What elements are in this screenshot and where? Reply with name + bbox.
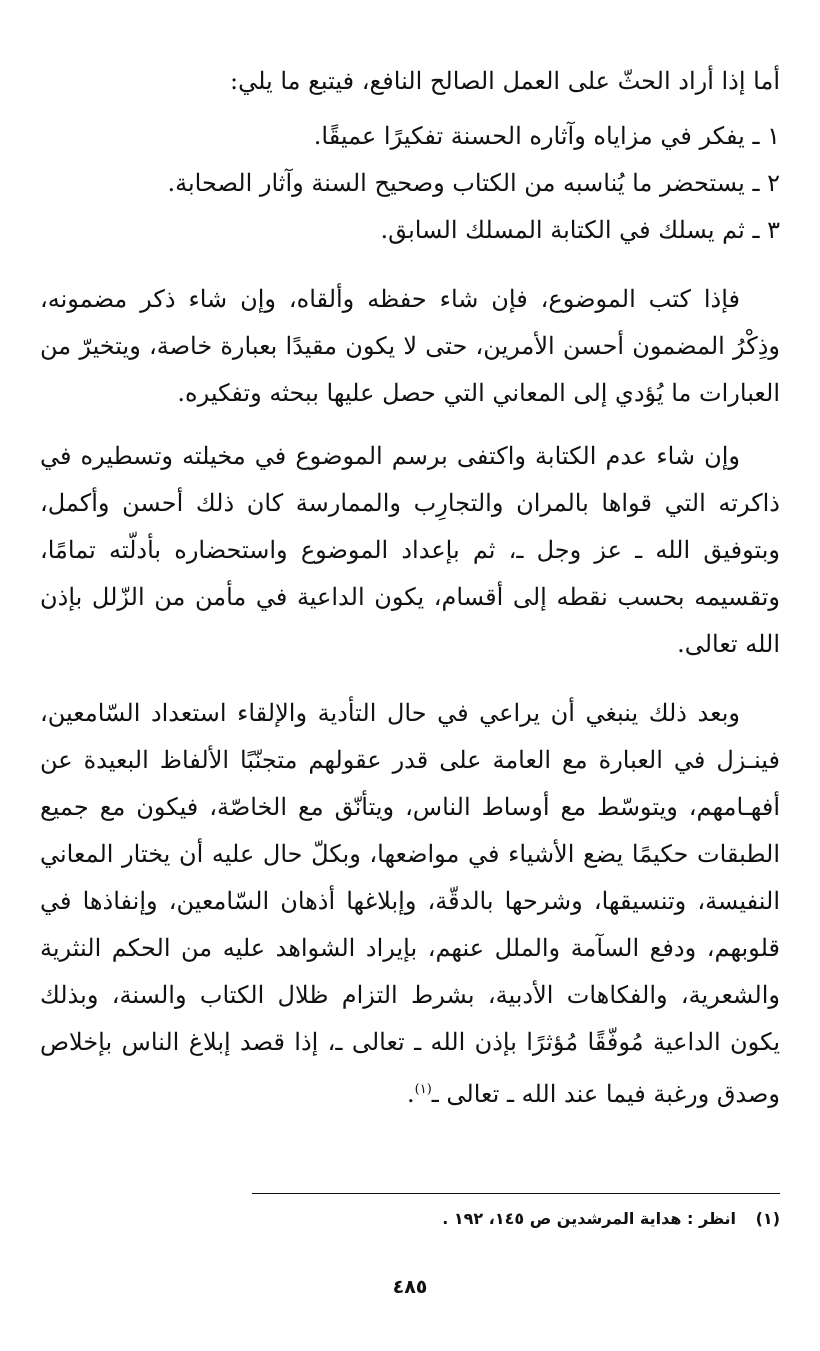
intro-paragraph: أما إذا أراد الحثّ على العمل الصالح النافع، فيتبع ما يلي:: [230, 67, 780, 95]
steps-list: [40, 113, 780, 254]
page-body: [40, 58, 780, 1118]
footnote-divider: [252, 1193, 780, 1194]
footnote: [40, 1206, 780, 1232]
footnote-marker[interactable]: (١): [414, 1082, 432, 1097]
body-paragraph: وبعد ذلك ينبغي أن يراعي في حال التأدية والإلقاء استعداد السّامعين، فينـزل في العبارة مع العامة على قدر عقولهم متجنّبًا الألفاظ البعيدة عن أفهـامهم، ويتوسّط مع أوساط الناس، ويتأنّق مع الخاصّة، فيكون مع جميع الطبقات حكيمًا يضع الأشياء في مواضعها، وبكلّ حال عليه أن يختار المعاني النفيسة، وتنسيقها، وشرحها بالدقّة، وإبلاغها أذهان السّامعين، وإنفاذها في قلوبهم، ودفع السآمة والملل عنهم، بإيراد الشواهد عليه من الحكم النثرية والشعرية، والفكاهات الأدبية، بشرط التزام ظلال الكتاب والسنة، وبذلك يكون الداعية مُوفّقًا مُؤثرًا بإذن الله ـ تعالى ـ، إذا قصد إبلاغ الناس بإخلاص وصدق ورغبة فيما عند الله ـ تعالى ـ$^{(١)}$.: [40, 699, 780, 1108]
footnote-text: انظر : هداية المرشدين ص ١٤٥، ١٩٢ .: [442, 1209, 737, 1228]
list-item: ٣ ـ ثم يسلك في الكتابة المسلك السابق.: [380, 216, 780, 244]
page-number: ٤٨٥: [392, 1276, 428, 1298]
list-item: ٢ ـ يستحضر ما يُناسبه من الكتاب وصحيح السنة وآثار الصحابة.: [167, 169, 780, 197]
body-paragraph: وإن شاء عدم الكتابة واكتفى برسم الموضوع في مخيلته وتسطيره في ذاكرته التي قواها بالمران والتجارِب والممارسة كان ذلك أحسن وأكمل، وبتوفيق الله ـ عز وجل ـ، ثم بإعداد الموضوع واستحضاره بأدلّته تمامًا، وتقسيمه بحسب نقطه إلى أقسام، يكون الداعية في مأمن من الزّلل بإذن الله تعالى.: [40, 442, 780, 658]
body-paragraph: فإذا كتب الموضوع، فإن شاء حفظه وألقاه، وإن شاء ذكر مضمونه، وذِكْرُ المضمون أحسن الأمرين، حتى لا يكون مقيدًا بعبارة خاصة، ويتخيرّ من العبارات ما يُؤدي إلى المعاني التي حصل عليها ببحثه وتفكيره.: [40, 285, 780, 407]
body-paragraph-text: وبعد ذلك ينبغي أن يراعي في حال التأدية والإلقاء استعداد السّامعين، فينـزل في العبارة مع العامة على قدر عقولهم متجنّبًا الألفاظ البعيدة عن أفهـامهم، ويتوسّط مع أوساط الناس، ويتأنّق مع الخاصّة، فيكون مع جميع الطبقات حكيمًا يضع الأشياء في مواضعها، وبكلّ حال عليه أن يختار المعاني النفيسة، وتنسيقها، وشرحها بالدقّة، وإبلاغها أذهان السّامعين، وإنفاذها في قلوبهم، ودفع السآمة والملل عنهم، بإيراد الشواهد عليه من الحكم النثرية والشعرية، والفكاهات الأدبية، بشرط التزام ظلال الكتاب والسنة، وبذلك يكون الداعية مُوفّقًا مُؤثرًا بإذن الله ـ تعالى ـ، إذا قصد إبلاغ الناس بإخلاص وصدق ورغبة فيما عند الله ـ تعالى ـ: [40, 699, 780, 1108]
footnote-number: (١): [755, 1209, 780, 1228]
list-item: ١ ـ يفكر في مزاياه وآثاره الحسنة تفكيرًا عميقًا.: [313, 122, 780, 150]
